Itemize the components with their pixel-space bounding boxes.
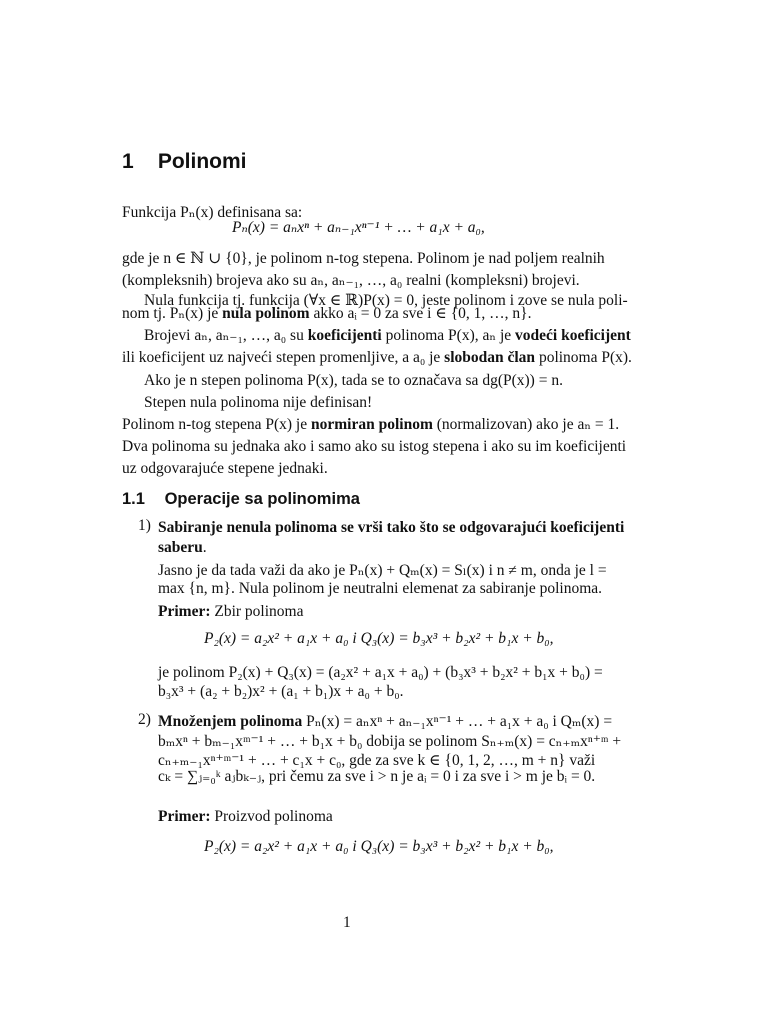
intro-line-2: gde je n ∈ ℕ ∪ {0}, je polinom n-tog stepena. Polinom je nad poljem realnih — [122, 250, 605, 267]
item-2-number: 2) — [138, 711, 151, 728]
section-heading — [122, 150, 247, 174]
item-1-formula: P₂(x) = a₂x² + a₁x + a₀ i Q₃(x) = b₃x³ + b₂x² + b₁x + b₀, — [204, 630, 554, 647]
section-number: 1 — [122, 150, 134, 173]
item-2-line-3: cₙ₊ₘ₋₁xⁿ⁺ᵐ⁻¹ + … + c₁x + c₀, gde za sve k ∈ {0, 1, 2, …, m + n} važi — [158, 752, 596, 769]
item-1-bold-2: saberu. — [158, 539, 207, 556]
item-2-formula: P₂(x) = a₂x² + a₁x + a₀ i Q₃(x) = b₃x³ + b₂x² + b₁x + b₀, — [204, 838, 554, 855]
intro-line-7c: polinoma P(x). — [535, 349, 632, 366]
intro-line-5a: nom tj. Pₙ(x) je — [122, 305, 223, 322]
term-normiran-polinom: normiran polinom — [311, 416, 433, 433]
item-1-line-4: max {n, m}. Nula polinom je neutralni elemenat za sabiranje polinoma. — [158, 580, 603, 597]
intro-line-10c: (normalizovan) ako je aₙ = 1. — [432, 416, 620, 433]
item-1-line-5: je polinom P₂(x) + Q₃(x) = (a₂x² + a₁x + a₀) + (b₃x³ + b₂x² + b₁x + b₀) = — [158, 664, 603, 681]
intro-line-11: Dva polinoma su jednaka ako i samo ako su istog stepena i ako su im koeficijenti — [122, 438, 627, 455]
item-1-example-label: Primer: — [158, 603, 211, 620]
term-koeficijenti: koeficijenti — [307, 327, 382, 344]
intro-line-5c: akko aᵢ = 0 za sve i ∈ {0, 1, …, n}. — [309, 305, 532, 322]
intro-line-10 — [122, 414, 619, 436]
item-1-number: 1) — [138, 517, 151, 534]
subsection-title: Operacije sa polinomima — [164, 490, 360, 508]
item-2-line-2: bₘxⁿ + bₘ₋₁xᵐ⁻¹ + … + b₁x + b₀ dobija se polinom Sₙ₊ₘ(x) = cₙ₊ₘxⁿ⁺ᵐ + — [158, 733, 622, 750]
intro-line-4: Nula funkcija tj. funkcija (∀x ∈ ℝ)P(x) = 0, jeste polinom i zove se nula poli- — [144, 292, 628, 309]
section-title: Polinomi — [157, 150, 247, 173]
intro-line-6c: polinoma P(x), aₙ je — [381, 327, 516, 344]
intro-line-1: Funkcija Pₙ(x) definisana sa: — [122, 204, 303, 221]
intro-line-6a: Brojevi aₙ, aₙ₋₁, …, a₀ su — [144, 327, 308, 344]
subsection-heading — [122, 490, 360, 509]
item-1-bold-text-1: Sabiranje nenula polinoma se vrši tako što se odgovarajući koeficijenti — [158, 519, 625, 536]
item-2-line-4: cₖ = ∑ⱼ₌₀ᵏ aⱼbₖ₋ⱼ, pri čemu za sve i > n je aᵢ = 0 i za sve i > m je bᵢ = 0. — [158, 768, 596, 785]
definition-formula: Pₙ(x) = aₙxⁿ + aₙ₋₁xⁿ⁻¹ + … + a₁x + a₀, — [232, 219, 485, 236]
item-2-example-text: Proizvod polinoma — [210, 808, 333, 825]
intro-line-7a: ili koeficijent uz najveći stepen promenljive, a a₀ je — [122, 349, 445, 366]
intro-line-10a: Polinom n-tog stepena P(x) je — [122, 416, 311, 433]
intro-line-3: (kompleksnih) brojeva ako su aₙ, aₙ₋₁, …, a₀ realni (kompleksni) brojevi. — [122, 272, 580, 289]
item-1-line-3: Jasno je da tada važi da ako je Pₙ(x) + Qₘ(x) = Sₗ(x) i n ≠ m, onda je l = — [158, 562, 607, 579]
item-2-line-1-text: Pₙ(x) = aₙxⁿ + aₙ₋₁xⁿ⁻¹ + … + a₁x + a₀ i Qₘ(x) = — [302, 713, 613, 730]
term-slobodan-clan: slobodan član — [444, 349, 536, 366]
item-1-example — [158, 601, 304, 623]
item-2-line-1 — [158, 711, 612, 733]
intro-line-8: Ako je n stepen polinoma P(x), tada se to označava sa dg(P(x)) = n. — [144, 372, 563, 389]
intro-line-6 — [122, 325, 631, 347]
item-2-example-label: Primer: — [158, 808, 211, 825]
intro-line-5 — [122, 303, 531, 325]
item-2-bold: Množenjem polinoma — [158, 713, 303, 730]
item-1-bold-text-2: saberu — [158, 539, 203, 556]
page-number: 1 — [343, 914, 351, 931]
subsection-number: 1.1 — [122, 490, 145, 508]
item-1-bold-1 — [158, 517, 624, 539]
term-nula-polinom: nula polinom — [222, 305, 310, 322]
intro-line-7 — [122, 347, 632, 369]
item-1-example-text: Zbir polinoma — [210, 603, 304, 620]
item-2-example — [158, 806, 333, 828]
term-vodeci-koeficijent: vodeći koeficijent — [515, 327, 631, 344]
intro-line-9: Stepen nula polinoma nije definisan! — [144, 394, 373, 411]
intro-line-12: uz odgovarajuće stepene jednaki. — [122, 460, 328, 477]
item-1-line-6: b₃x³ + (a₂ + b₂)x² + (a₁ + b₁)x + a₀ + b₀. — [158, 683, 404, 700]
